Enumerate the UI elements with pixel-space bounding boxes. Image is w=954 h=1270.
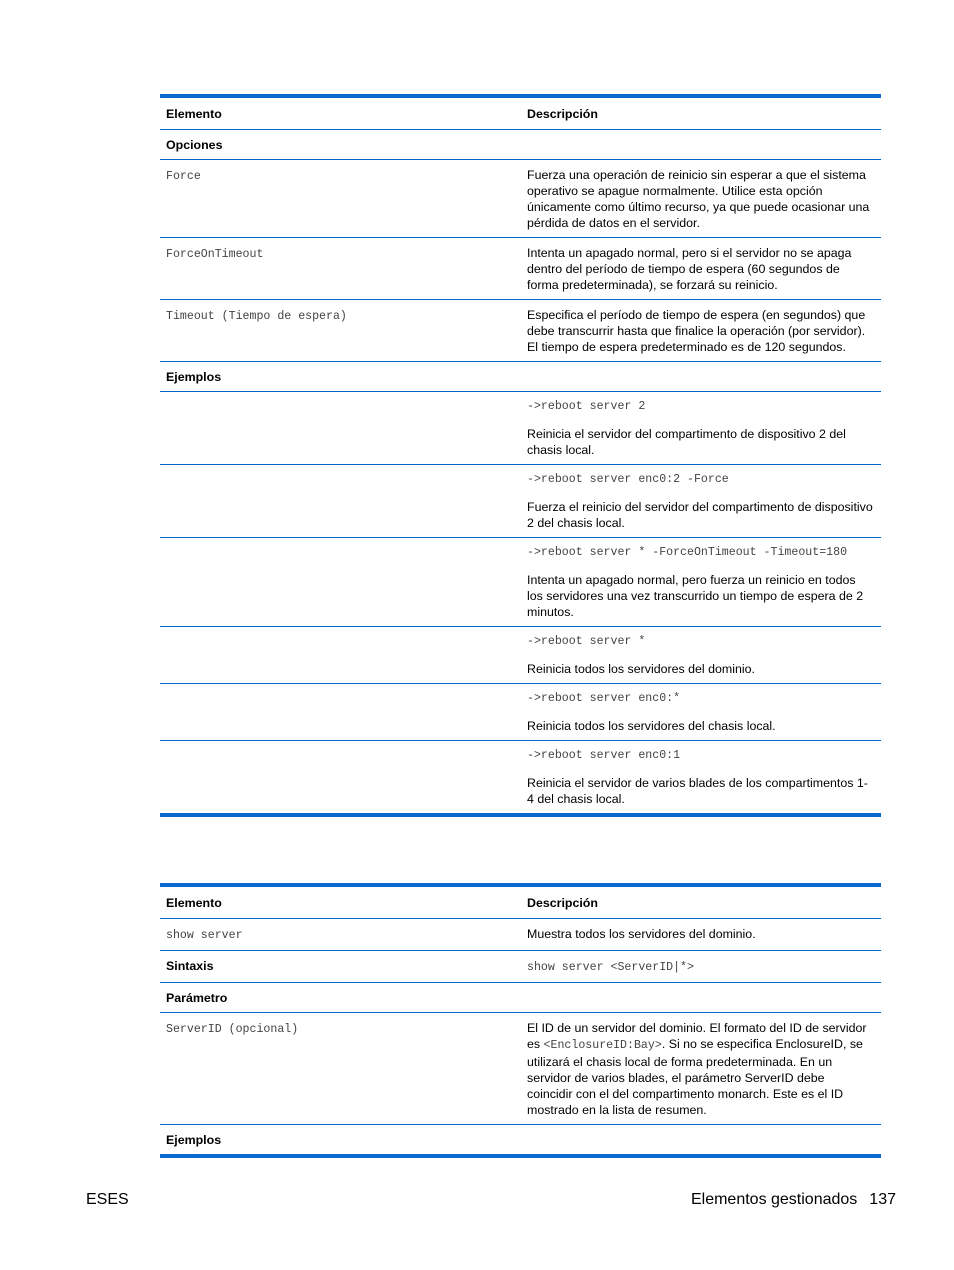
example-command: ->reboot server enc0:2 -Force <box>527 473 729 486</box>
section-label-examples: Ejemplos <box>160 1125 521 1157</box>
section-label-options: Opciones <box>160 130 521 160</box>
example-command: ->reboot server enc0:1 <box>527 749 681 762</box>
parameter-name: ServerID (opcional) <box>166 1023 299 1036</box>
table-row <box>160 392 881 465</box>
syntax-value: show server <ServerID|*> <box>527 961 694 974</box>
footer-section-title: Elementos gestionados <box>690 1191 858 1208</box>
example-command: ->reboot server * <box>527 635 646 648</box>
option-name: ForceOnTimeout <box>166 248 264 261</box>
example-description: Fuerza el reinicio del servidor del compartimento de dispositivo 2 del chasis local. <box>527 500 873 530</box>
table-row <box>160 919 881 951</box>
table-row <box>160 627 881 684</box>
enclosure-bay-code: <EnclosureID:Bay> <box>543 1039 662 1052</box>
table-row <box>160 538 881 627</box>
example-description: Reinicia el servidor del compartimento de dispositivo 2 del chasis local. <box>527 427 846 457</box>
syntax-row <box>160 951 881 983</box>
footer-locale: ESES <box>86 1191 129 1208</box>
column-header-element: Elemento <box>160 96 521 130</box>
table-row <box>160 1013 881 1125</box>
section-row-examples <box>160 1125 881 1157</box>
section-label-syntax: Sintaxis <box>160 951 521 983</box>
example-description: Reinicia todos los servidores del chasis local. <box>527 719 776 733</box>
section-row-options <box>160 130 881 160</box>
column-header-element: Elemento <box>160 885 521 919</box>
option-name: Timeout (Tiempo de espera) <box>166 310 347 323</box>
example-command: ->reboot server 2 <box>527 400 646 413</box>
table-header-row <box>160 885 881 919</box>
table-row <box>160 160 881 238</box>
section-label-examples: Ejemplos <box>160 362 521 392</box>
example-command: ->reboot server enc0:* <box>527 692 681 705</box>
page-number: 137 <box>869 1191 896 1208</box>
table-row <box>160 741 881 816</box>
option-name: Force <box>166 170 201 183</box>
show-server-table <box>160 883 881 1158</box>
option-description: Especifica el período de tiempo de espera (en segundos) que debe transcurrir hasta que finalice la operación (por servidor). El tiempo de espera predeterminado es de 120 segundos. <box>521 300 881 362</box>
table-header-row <box>160 96 881 130</box>
reboot-server-table <box>160 94 881 817</box>
example-command: ->reboot server * -ForceOnTimeout -Timeout=180 <box>527 546 848 559</box>
section-label-parameter: Parámetro <box>160 983 521 1013</box>
command-name: show server <box>166 929 243 942</box>
column-header-description: Descripción <box>521 885 881 919</box>
footer-page-info <box>691 1191 896 1209</box>
example-description: Intenta un apagado normal, pero fuerza un reinicio en todos los servidores una vez transcurrido un tiempo de espera de 2 minutos. <box>527 573 864 619</box>
table-row <box>160 238 881 300</box>
table-row <box>160 465 881 538</box>
example-description: Reinicia todos los servidores del dominio. <box>527 662 755 676</box>
column-header-description: Descripción <box>521 96 881 130</box>
option-description: Fuerza una operación de reinicio sin esperar a que el sistema operativo se apague normalmente. Utilice esta opción únicamente como último recurso, ya que puede ocasionar una pérdida de datos en el servidor. <box>521 160 881 238</box>
section-row-examples <box>160 362 881 392</box>
option-description: Intenta un apagado normal, pero si el servidor no se apaga dentro del período de tiempo de espera (60 segundos de forma predeterminada), se forzará su reinicio. <box>521 238 881 300</box>
parameter-description: El ID de un servidor del dominio. El formato del ID de servidor es <EnclosureID:Bay>. Si no se especifica EnclosureID, se utilizará el chasis local de forma predeterminada. En un servidor de varios blades, el parámetro ServerID debe coincidir con el del compartimento monarch. Este es el ID mostrado en la lista de resumen. <box>521 1013 881 1125</box>
table-row <box>160 684 881 741</box>
table-row <box>160 300 881 362</box>
example-description: Reinicia el servidor de varios blades de los compartimentos 1-4 del chasis local. <box>527 776 868 806</box>
command-description: Muestra todos los servidores del dominio. <box>521 919 881 951</box>
section-row-parameter <box>160 983 881 1013</box>
